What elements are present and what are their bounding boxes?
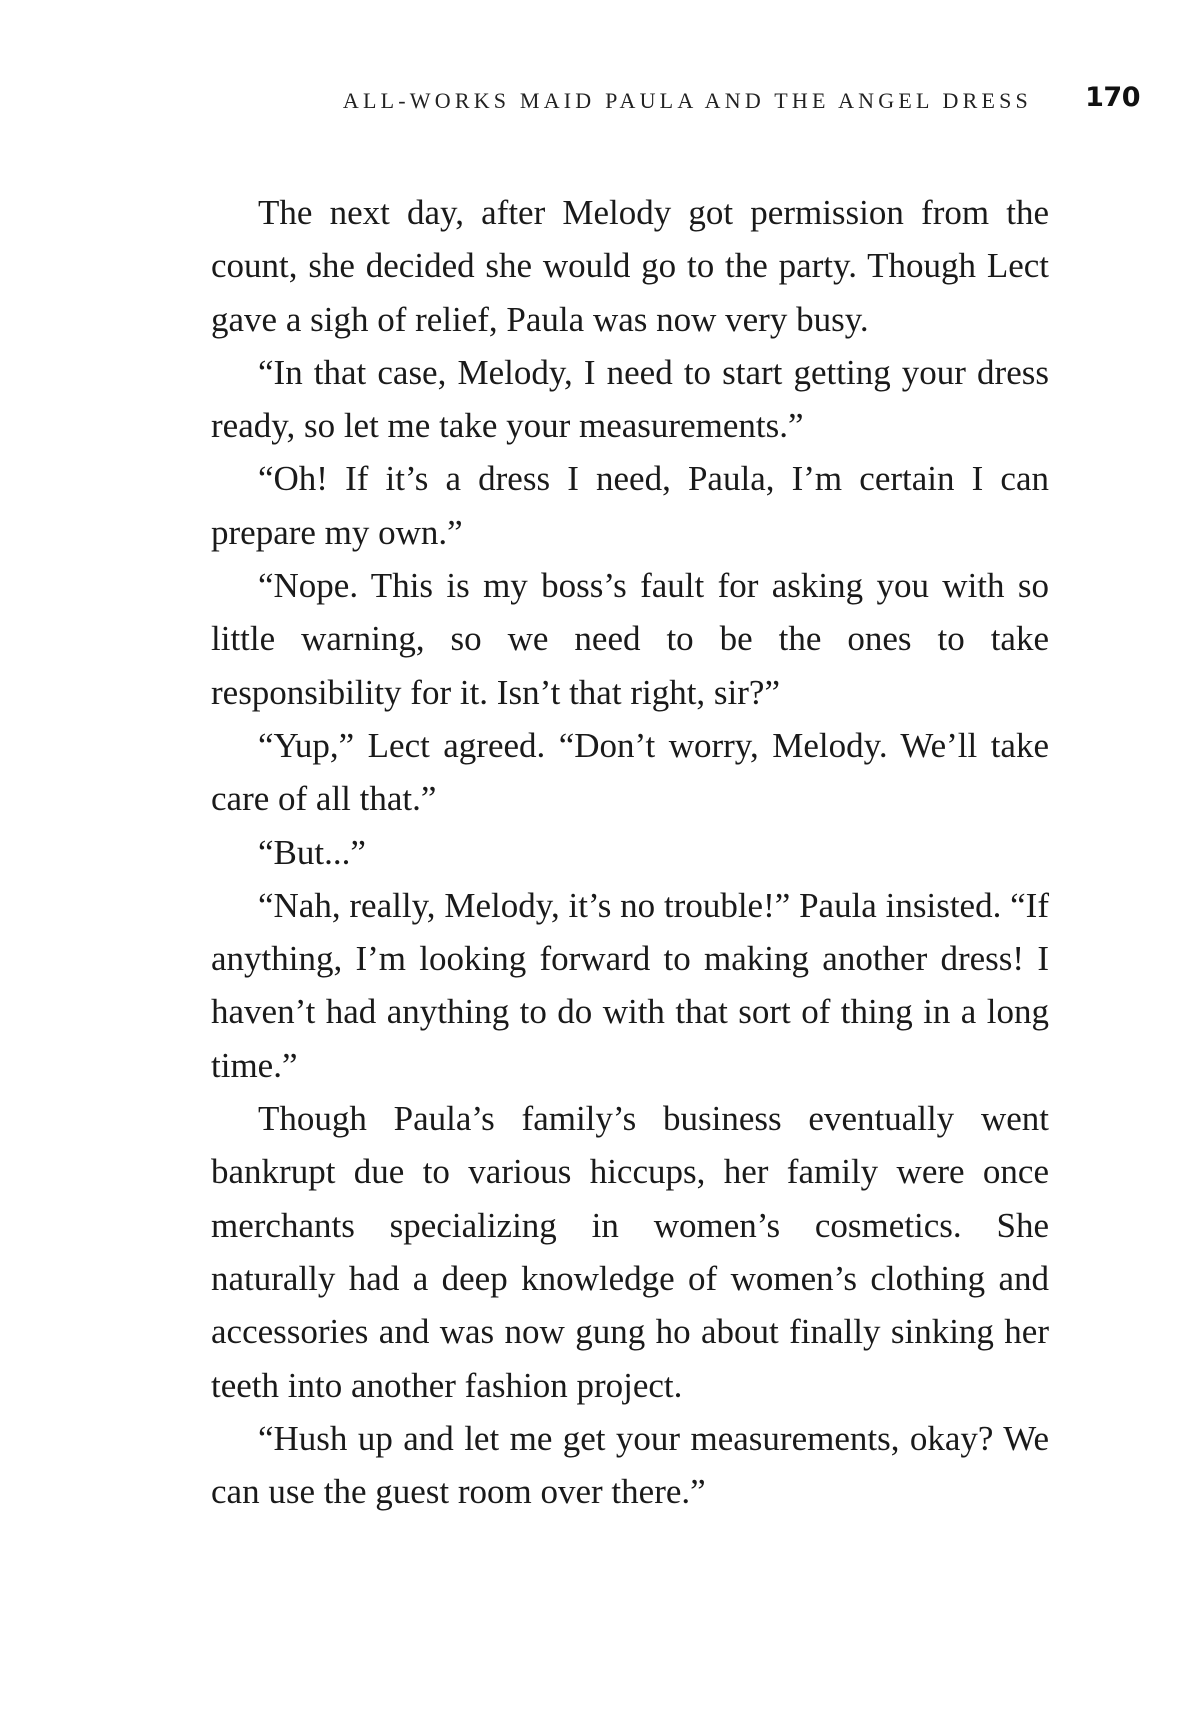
paragraph: “Nope. This is my boss’s fault for asking you with so little warning, so we need to be the ones to take responsibility for it. Isn’t that right, sir?”	[211, 566, 1049, 712]
running-title: ALL-WORKS MAID PAULA AND THE ANGEL DRESS	[342, 88, 1032, 113]
paragraph: “Yup,” Lect agreed. “Don’t worry, Melody. We’ll take care of all that.”	[211, 725, 1049, 819]
paragraph: “Nah, really, Melody, it’s no trouble!” Paula insisted. “If anything, I’m looking forward to making another dress! I haven’t had anything to do with that sort of thing in a long time.”	[211, 885, 1049, 1085]
paragraph: The next day, after Melody got permission from the count, she decided she would go to the party. Though Lect gave a sigh of relief, Paula was now very busy.	[211, 193, 1049, 339]
paragraph: Though Paula’s family’s business eventually went bankrupt due to various hiccups, her family were once merchants specializing in women’s cosmetics. She naturally had a deep knowledge of women’s clothing and accessories and was now gung ho about finally sinking her teeth into another fashion project.	[211, 1099, 1049, 1405]
page-number: 170	[1085, 82, 1140, 113]
body-text	[211, 186, 1049, 1518]
running-header	[240, 82, 1140, 122]
paragraph: “In that case, Melody, I need to start getting your dress ready, so let me take your measurements.”	[211, 352, 1049, 446]
paragraph: “Oh! If it’s a dress I need, Paula, I’m certain I can prepare my own.”	[211, 459, 1049, 552]
paragraph: “But...”	[258, 832, 366, 872]
paragraph: “Hush up and let me get your measurements, okay? We can use the guest room over there.”	[211, 1418, 1049, 1512]
